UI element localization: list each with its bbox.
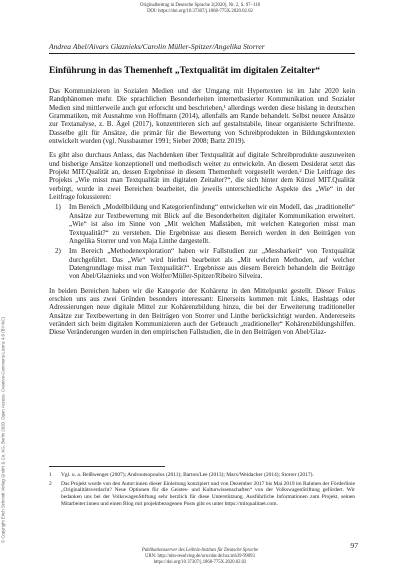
footnote-number: 2 <box>49 480 52 487</box>
copyright-text: © Copyright Erich Schmidt Verlag GmbH & Co. KG, Berlin 2020. Open Access. Creative-Commons-Lizenz 4.0 (BY-NC) <box>0 316 5 544</box>
page-header <box>0 3 400 15</box>
list-item-number: 2) <box>55 247 61 256</box>
footnote-rule <box>49 466 165 467</box>
footnote-text: Vgl. u. a. Beißwenger (2007); Androutsopoulos (2011); Barton/Lee (2013); Marx/Weidacher (2014); Storrer (2017). <box>61 472 314 478</box>
header-citation: Originalbeitrag in Deutsche Sprache 2(2020), Nr. 2, S. 97–118 <box>140 3 260 8</box>
footnote <box>49 481 355 508</box>
paragraph-1: Das Kommunizieren in Sozialen Medien und der Umgang mit Hypertexten ist im Jahr 2020 kein Randphänomen mehr. Die sprachlichen Besonderheiten internetbasierter Kommunikation und Sozialer Medien sind mittlerweile auch gut erforscht und beschrieben,¹ allerdings werden diese bislang in deutschen Grammatiken, mit Ausnahme von Hoffmann (2014), allenfalls am Rande behandelt. Selbst neuere Ansätze zur Textanalyse, z. B. Ägel (2017), konzentrieren sich auf gestaltstabile, linear organisierte Schrifttexte. Dasselbe gilt für Ansätze, die primär für die Bewertung von Schreibprodukten in Bildungskontexten entwickelt wurden (vgl. Nussbaumer 1991; Sieber 2008; Bartz 2019). <box>49 87 355 146</box>
list-item <box>49 247 355 280</box>
footnotes <box>49 472 355 510</box>
copyright-sidebar <box>0 294 6 566</box>
footnote-text: Das Projekt wurde von den Autor:innen dieser Einleitung konzipiert und von Dezember 2017 bis Mai 2019 im Rahmen der Förderlinie „Originalitätsverdacht? Neue Optionen für die Geistes- und Kulturwissenschaften“ von der VolkswagenStiftung gefördert. Wir bedanken uns bei der VolkswagenStiftung sehr herzlich für diese Unterstützung. Ausführliche Informationen zum Projekt, seinen Mitarbeiter:innen und einen Blog mit projektbezogenen Posts gibt es unter https://mitqualitaet.com. <box>61 480 355 507</box>
author-line: Andrea Abel/Aivars Glaznieks/Carolin Müller-Spitzer/Angelika Storrer <box>49 42 265 51</box>
footnote-number: 1 <box>49 472 52 478</box>
paragraph-2: Es gibt also durchaus Anlass, das Nachdenken über Textqualität auf digitale Schreibprodukte auszuweiten und bisherige Ansätze konzeptionell und methodisch weiter zu entwickeln. An diesem Desiderat setzt das Projekt MIT.Qualität an, dessen Ergebnisse in diesem Themenheft vorgestellt werden.² Die Leitfrage des Projekts „Wie misst man Textqualität im digitalen Zeitalter?“, die sich hinter dem Kürzel MIT.Qualität verbirgt, wurde in zwei Bereichen bearbeitet, die jeweils unterschiedliche Aspekte des „Wie“ in der Leitfrage fokussieren: <box>49 151 355 202</box>
footer-publisher: Publikationsserver des Leibniz-Instituts für Deutsche Sprache <box>141 548 259 553</box>
page-footer <box>0 548 400 565</box>
header-rule <box>49 53 355 54</box>
article-title: Einführung in das Themenheft „Textqualität im digitalen Zeitalter“ <box>49 66 321 76</box>
footer-urn: URN: http://nbn-resolving.de/urn:nbn:de:bsz:mh39-99093 <box>145 553 255 559</box>
list-item-number: 1) <box>55 203 61 212</box>
article-body <box>49 87 355 337</box>
list-item-text: Im Bereich „Modellbildung und Kategorienfindung“ entwickelten wir ein Modell, das „traditionelle“ Ansätze zur Textbewertung mit Blick auf die Besonderheiten digitaler Kommunikation erweitert. „Wie“ ist also im Sinne von „Mit welchen Maßstäben, mit welchen Kategorien misst man Textqualität?“ zu verstehen. Die Ergebnisse aus diesem Bereich werden in den Beiträgen von Angelika Storrer und von Maja Linthe dargestellt. <box>69 203 355 245</box>
header-doi: DOI: https://doi.org/10.37307/j.1868-775X.2020.02.02 <box>147 9 253 15</box>
list-item <box>49 203 355 245</box>
numbered-list <box>49 203 355 280</box>
footer-doi: https://doi.org/10.37307/j.1868-775X.2020.02.02 <box>153 559 247 565</box>
page-number: 97 <box>350 541 358 550</box>
list-item-text: Im Bereich „Methodenexploration“ haben wir Fallstudien zur „Messbarkeit“ von Textqualität durchgeführt. Das „Wie“ wird hierbei bearbeitet als „Mit welchen Methoden, auf welcher Datengrundlage misst man Textqualität?“. Ergebnisse aus diesem Bereich behandeln die Beiträge von Abel/Glaznieks und von Wolfer/Müller-Spitzer/Ribeiro Silveira. <box>69 247 355 281</box>
footnote <box>49 472 355 479</box>
paragraph-3: In beiden Bereichen haben wir die Kategorie der Kohärenz in den Mittelpunkt gestellt. Dieser Fokus erschien uns aus zwei Gründen besonders interessant: Einerseits kommen mit Links, Hashtags oder Adressierungen neue digitale Mittel zur Kohärenzbildung hinzu, die bei der Erweiterung traditioneller Ansätze zur Textbewertung in den Beiträgen von Storrer und Linthe berücksichtigt wurden. Andererseits verändert sich beim digitalen Kommunizieren auch der Gebrauch „traditioneller“ Kohärenzbildungshilfen. Diese Veränderungen wurden in den empirischen Fallstudien, die in den Beiträgen von Abel/Glaz- <box>49 286 355 337</box>
